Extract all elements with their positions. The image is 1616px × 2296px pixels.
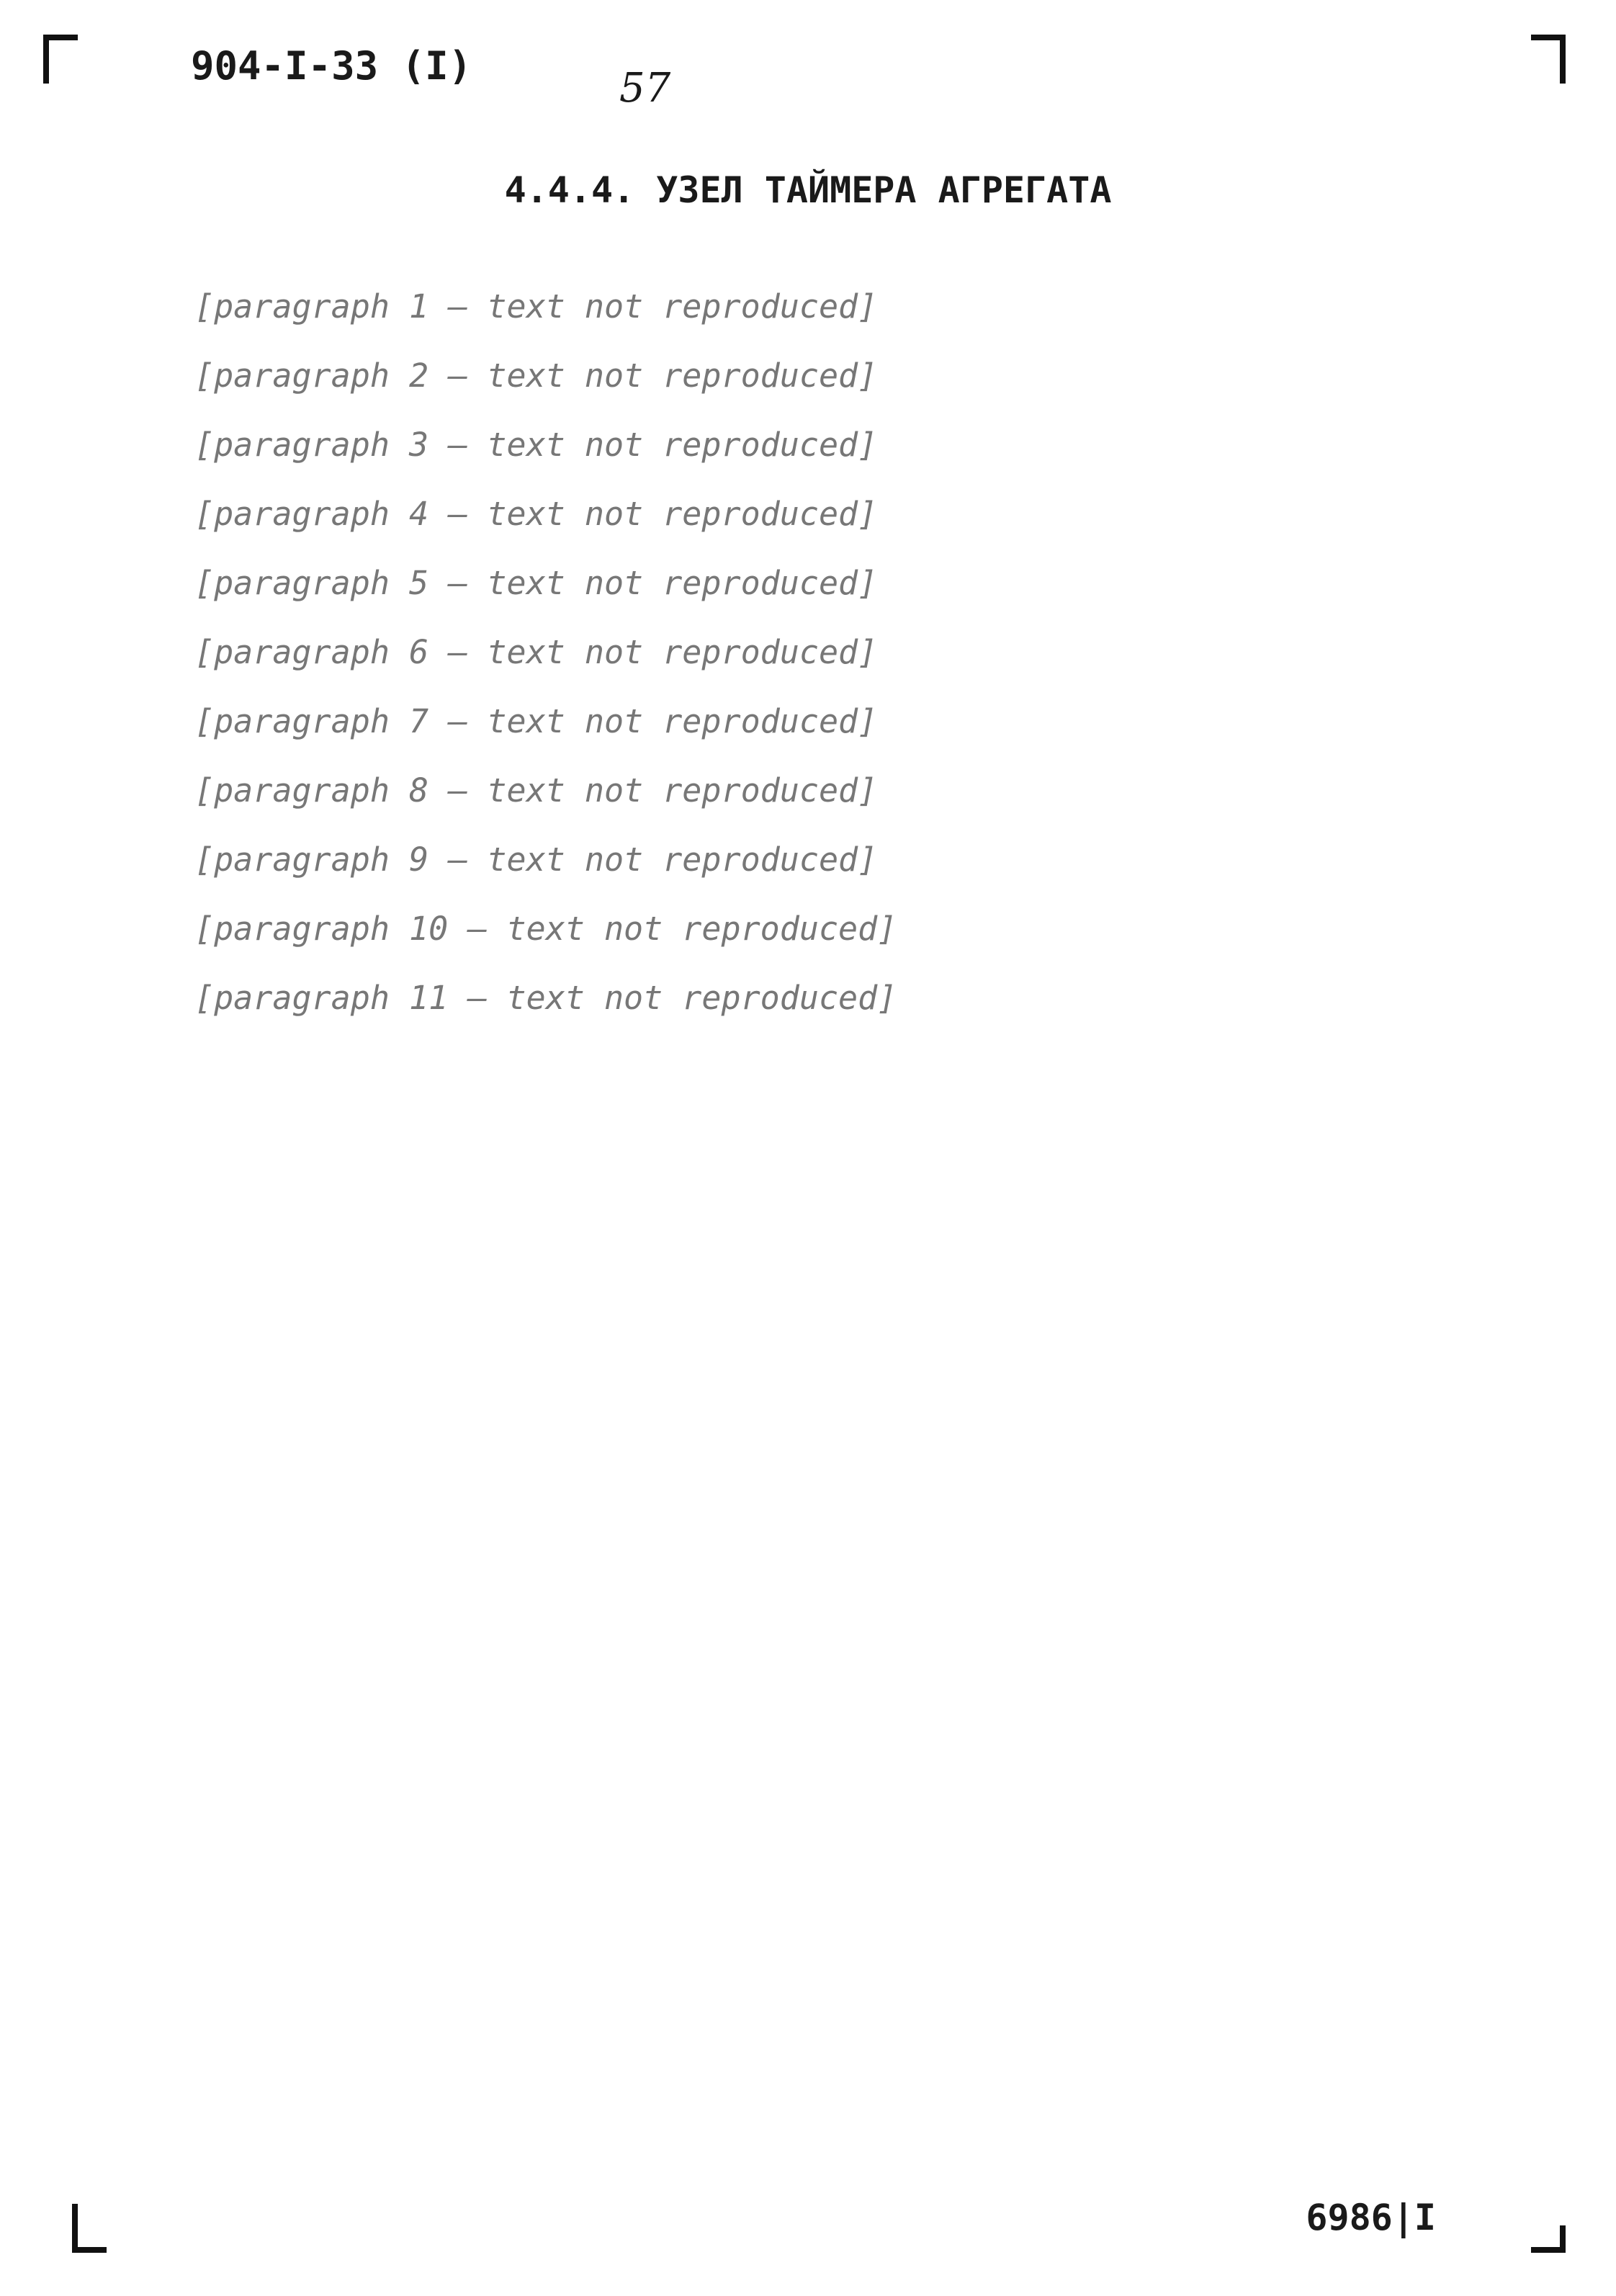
archive-code: 6986|I <box>1306 2197 1436 2238</box>
corner-mark-bottom-right <box>1531 2225 1566 2253</box>
document-code: 904-I-33 (I) <box>191 43 472 89</box>
document-body <box>86 281 1527 1041</box>
paragraph: [paragraph 1 — text not reproduced] <box>194 287 878 326</box>
corner-mark-top-left <box>43 35 78 84</box>
corner-mark-bottom-left <box>72 2204 107 2253</box>
section-title: 4.4.4. УЗЕЛ ТАЙМЕРА АГРЕГАТА <box>504 169 1112 211</box>
page-number: 57 <box>619 65 671 112</box>
paragraph: [paragraph 5 — text not reproduced] <box>194 564 878 602</box>
paragraph: [paragraph 11 — text not reproduced] <box>194 979 897 1017</box>
paragraph: [paragraph 3 — text not reproduced] <box>194 426 878 464</box>
corner-mark-top-right <box>1531 35 1566 84</box>
paragraph: [paragraph 6 — text not reproduced] <box>194 633 878 671</box>
paragraph: [paragraph 2 — text not reproduced] <box>194 356 878 395</box>
paragraph: [paragraph 9 — text not reproduced] <box>194 840 878 879</box>
paragraph: [paragraph 4 — text not reproduced] <box>194 495 878 533</box>
paragraph: [paragraph 8 — text not reproduced] <box>194 771 878 810</box>
paragraph: [paragraph 10 — text not reproduced] <box>194 910 897 948</box>
paragraph: [paragraph 7 — text not reproduced] <box>194 702 878 740</box>
